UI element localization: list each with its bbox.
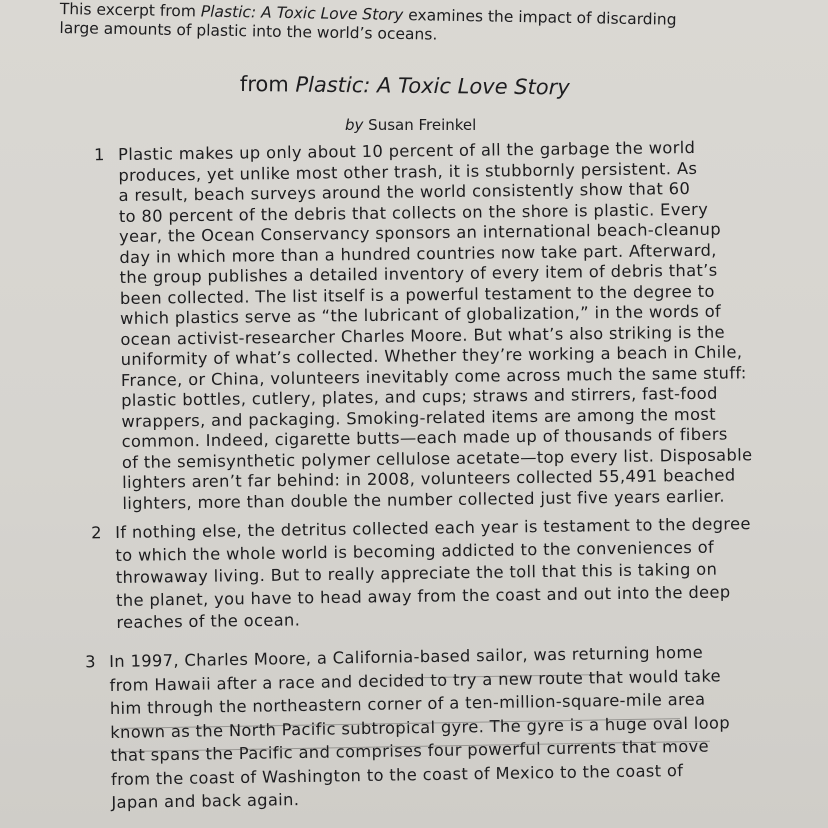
- intro-line-2: large amounts of plastic into the world’s oceans.: [59, 18, 438, 44]
- text-line: a result, beach surveys around the world consistently show that 60: [118, 179, 691, 205]
- text-line: reaches of the ocean.: [116, 610, 301, 633]
- text-line: ocean activist-researcher Charles Moore. But what’s also striking is the: [120, 322, 726, 349]
- text-line: which plastics serve as “the lubricant of globalization,” in the words of: [120, 301, 722, 328]
- byline: [345, 116, 476, 134]
- text-line: lighters aren’t far behind: in 2008, volunteers collected 55,491 beached: [122, 465, 736, 492]
- paragraph-number: 3: [85, 652, 97, 672]
- paragraph-number: 1: [94, 145, 105, 165]
- text-line: from Hawaii after a race and decided to try a new route that would take: [109, 665, 722, 695]
- text-line: the group publishes a detailed inventory of every item of debris that’s: [119, 260, 718, 287]
- text-line: uniformity of what’s collected. Whether they’re working a beach in Chile,: [120, 342, 743, 369]
- text-line: from the coast of Washington to the coast of Mexico to the coast of: [110, 760, 684, 789]
- title-book: Plastic: A Toxic Love Story: [295, 72, 570, 100]
- text-line: lighters, more than double the number collected just five years earlier.: [122, 486, 725, 513]
- text-line: him through the northeastern corner of a ten-million-square-mile area: [109, 689, 706, 718]
- intro-book-title: Plastic: A Toxic Love Story: [200, 2, 404, 24]
- paragraph-2: [91, 512, 817, 635]
- text-line: In 1997, Charles Moore, a California-based sailor, was returning home: [109, 642, 704, 671]
- byline-prefix: by: [345, 116, 364, 134]
- text-line: known as the North Pacific subtropical gyre. The gyre is a huge oval loop: [110, 712, 731, 742]
- byline-author: Susan Freinkel: [363, 116, 477, 134]
- paragraph-1: [94, 137, 802, 514]
- text-line: that spans the Pacific and comprises four powerful currents that move: [110, 736, 710, 765]
- text-line: to which the whole world is becoming addicted to the conveniences of: [115, 537, 715, 565]
- page-title: [240, 72, 570, 99]
- text-line: year, the Ocean Conservancy sponsors an international beach-cleanup: [119, 219, 722, 246]
- text-line: the planet, you have to head away from the coast and out into the deep: [115, 582, 731, 610]
- text-line: of the semisynthetic polymer cellulose acetate—top every list. Disposable: [121, 444, 753, 472]
- text-line: France, or China, volunteers inevitably come across much the same stuff:: [120, 362, 747, 390]
- text-line: wrappers, and packaging. Smoking-related items are among the most: [121, 404, 717, 431]
- text-line: been collected. The list itself is a powerful testament to the degree to: [119, 281, 715, 308]
- text-line: plastic bottles, cutlery, plates, and cups; straws and stirrers, fast-food: [121, 383, 718, 410]
- text-line: common. Indeed, cigarette butts—each made up of thousands of fibers: [121, 424, 728, 451]
- intro-suffix: examines the impact of discarding: [403, 5, 677, 29]
- title-prefix: from: [239, 72, 296, 97]
- text-line: throwaway living. But to really appreciate the toll that this is taking on: [115, 559, 718, 588]
- text-line: Japan and back again.: [111, 790, 300, 812]
- text-line: Plastic makes up only about 10 percent of all the garbage the world: [118, 137, 696, 164]
- intro-prefix: This excerpt from: [59, 0, 202, 21]
- text-line: to 80 percent of the debris that collects on the shore is plastic. Every: [118, 199, 709, 226]
- intro-note: [59, 0, 760, 50]
- text-line: If nothing else, the detritus collected each year is testament to the degree: [115, 514, 751, 542]
- paragraph-number: 2: [91, 523, 102, 543]
- text-line: produces, yet unlike most other trash, it is stubbornly persistent. As: [118, 158, 698, 185]
- text-line: day in which more than a hundred countries now take part. Afterward,: [119, 240, 717, 267]
